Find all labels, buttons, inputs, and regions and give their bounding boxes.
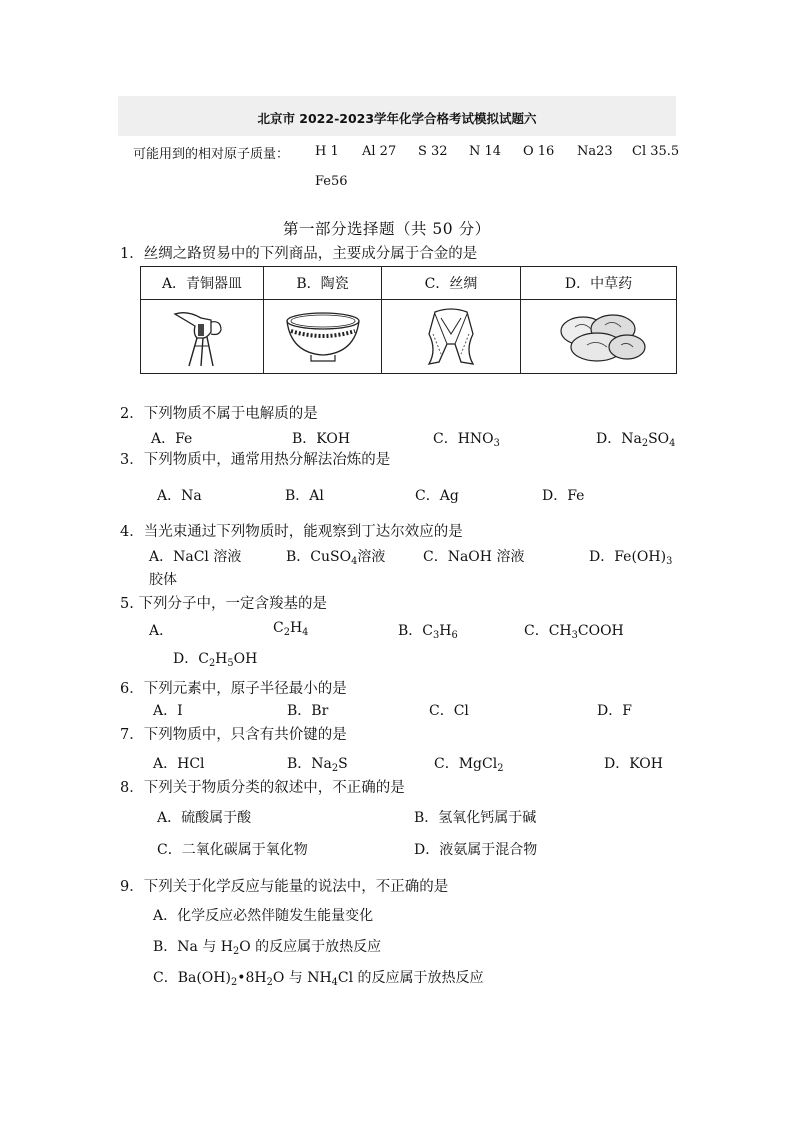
q4-option-c: C．NaOH 溶液: [423, 549, 525, 565]
q7-stem: 7．下列物质中，只含有共价键的是: [120, 727, 347, 743]
mass-n: N 14: [469, 144, 502, 159]
q9-stem: 9．下列关于化学反应与能量的说法中，不正确的是: [120, 879, 449, 895]
mass-cl: Cl 35.5: [632, 144, 680, 159]
q1-options-table: [140, 266, 677, 374]
mass-na: Na23: [577, 144, 613, 159]
mass-o: O 16: [523, 144, 555, 159]
q6-option-a: A．I: [153, 703, 183, 719]
q7-option-a: A．HCl: [153, 756, 205, 772]
q1-stem: 1．丝绸之路贸易中的下列商品，主要成分属于合金的是: [120, 246, 478, 262]
q2-option-c: C．$HNO_3$: [433, 431, 500, 449]
mass-h: H 1: [315, 144, 339, 159]
q5-option-d: D．$C_2H_5OH$: [173, 651, 258, 669]
porcelain-bowl-image: [264, 300, 382, 374]
q5-option-b: B．$C_3H_6$: [398, 623, 458, 641]
q5-stem: 5. 下列分子中，一定含羧基的是: [120, 596, 327, 612]
q9-option-a: A．化学反应必然伴随发生能量变化: [153, 908, 374, 924]
q2-option-b: B．KOH: [292, 431, 351, 447]
herbal-medicine-image: [521, 300, 677, 374]
bronze-vessel-image: [141, 300, 264, 374]
q4-option-b: B．CuSO$_4$溶液: [286, 549, 386, 567]
q9-option-c: C．$Ba(OH)_2•8H_2O$ 与 $NH_4Cl$ 的反应属于放热反应: [153, 970, 484, 988]
q7-option-d: D．KOH: [604, 756, 663, 772]
atomic-mass-label: 可能用到的相对原子质量：: [133, 147, 290, 162]
q8-option-c: C．二氧化碳属于氧化物: [157, 842, 308, 858]
q4-option-d: D．$Fe(OH)_3$: [589, 549, 673, 567]
q6-option-c: C．Cl: [429, 703, 469, 719]
q1-option-d: D．中草药: [521, 267, 677, 300]
q4-option-d-continued: 胶体: [149, 572, 177, 588]
mass-s: S 32: [418, 144, 448, 159]
q8-stem: 8．下列关于物质分类的叙述中，不正确的是: [120, 780, 405, 796]
q7-option-c: C．MgCl$_2$: [434, 756, 504, 774]
q3-option-c: C．Ag: [415, 488, 459, 504]
q2-option-a: A．Fe: [151, 431, 193, 447]
q7-option-b: B．$Na_2S$: [287, 756, 348, 774]
q8-option-a: A．硫酸属于酸: [157, 810, 252, 826]
q6-option-b: B．Br: [287, 703, 329, 719]
q5-option-c: C．$CH_3COOH$: [524, 623, 624, 641]
q3-stem: 3．下列物质中，通常用热分解法冶炼的是: [120, 452, 391, 468]
q8-option-d: D．液氨属于混合物: [414, 842, 538, 858]
q1-option-c: C．丝绸: [382, 267, 521, 300]
q4-option-a: A．NaCl 溶液: [149, 549, 242, 565]
q1-option-a: A．青铜器皿: [141, 267, 264, 300]
section-title: 第一部分选择题（共 50 分）: [283, 220, 491, 238]
q2-stem: 2．下列物质不属于电解质的是: [120, 406, 318, 422]
mass-al: Al 27: [362, 144, 397, 159]
q6-option-d: D．F: [597, 703, 632, 719]
q5-option-a-formula: $C_2H_4$: [273, 620, 309, 638]
q3-option-a: A．Na: [157, 488, 202, 504]
silk-scarf-image: [382, 300, 521, 374]
q5-option-a: A．: [149, 623, 174, 639]
q3-option-b: B．Al: [285, 488, 324, 504]
q8-option-b: B．氢氧化钙属于碱: [414, 810, 537, 826]
q9-option-b: B．Na 与 $H_2O$ 的反应属于放热反应: [153, 939, 382, 957]
page-title: 北京市 2022-2023学年化学合格考试模拟试题六: [257, 111, 537, 126]
q1-option-b: B．陶瓷: [264, 267, 382, 300]
title-bar: [118, 96, 676, 136]
q3-option-d: D．Fe: [542, 488, 585, 504]
q2-option-d: D．$Na_2SO_4$: [596, 431, 676, 449]
q6-stem: 6．下列元素中，原子半径最小的是: [120, 681, 347, 697]
mass-fe: Fe56: [315, 174, 348, 189]
q4-stem: 4．当光束通过下列物质时，能观察到丁达尔效应的是: [120, 524, 463, 540]
